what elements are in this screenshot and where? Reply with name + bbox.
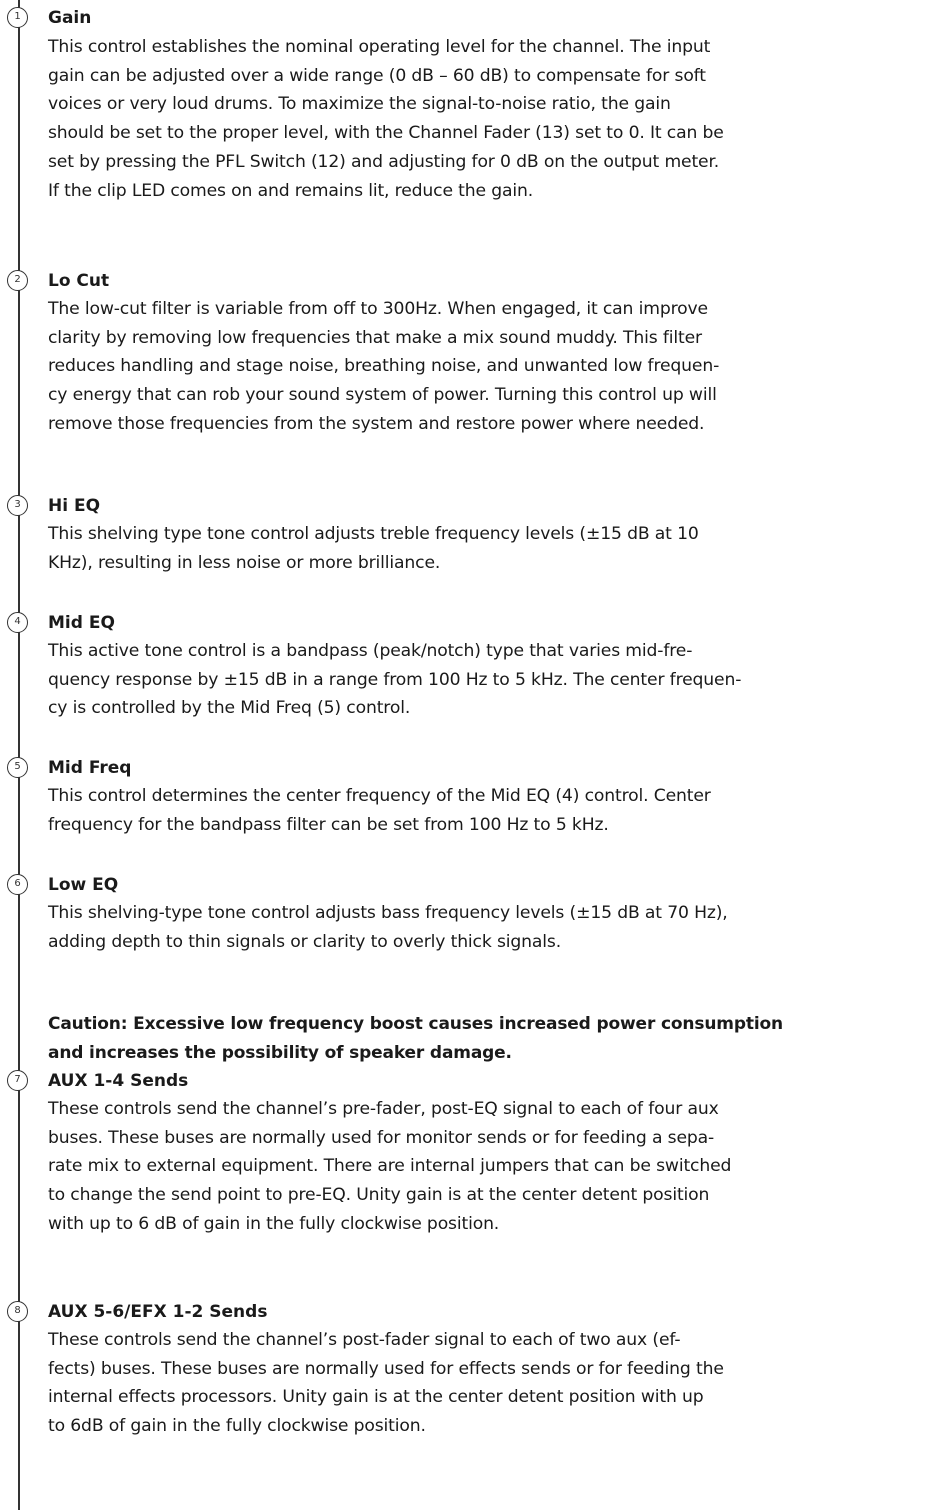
- section-title: Gain: [48, 8, 92, 28]
- section-number-badge: 3: [7, 495, 28, 516]
- body-line: These controls send the channel’s pre-fader, post-EQ signal to each of four aux: [48, 1099, 719, 1119]
- body-line: set by pressing the PFL Switch (12) and adjusting for 0 dB on the output meter.: [48, 151, 720, 172]
- section-body: [48, 520, 940, 577]
- body-line: frequency for the bandpass filter can be set from 100 Hz to 5 kHz.: [48, 814, 609, 835]
- section-body: [48, 899, 940, 956]
- body-line: clarity by removing low frequencies that make a mix sound muddy. This filter: [48, 327, 702, 348]
- section-number-badge: 5: [7, 757, 28, 778]
- body-line: with up to 6 dB of gain in the fully clockwise position.: [48, 1213, 500, 1234]
- caution-line: Caution: Excessive low frequency boost causes increased power consumption: [48, 1014, 783, 1034]
- section-title: Mid Freq: [48, 758, 132, 778]
- body-line: fects) buses. These buses are normally used for effects sends or for feeding the: [48, 1358, 724, 1379]
- body-line: adding depth to thin signals or clarity to overly thick signals.: [48, 931, 562, 952]
- body-line: reduces handling and stage noise, breathing noise, and unwanted low frequen-: [48, 356, 720, 377]
- section-number-badge: 4: [7, 612, 28, 633]
- body-line: voices or very loud drums. To maximize the signal-to-noise ratio, the gain: [48, 94, 671, 115]
- caution-note: [48, 1010, 940, 1067]
- section-number-badge: 8: [7, 1301, 28, 1322]
- section-body: [48, 1095, 940, 1239]
- section-body: [48, 1326, 940, 1441]
- left-rule: [18, 0, 20, 1510]
- body-line: remove those frequencies from the system and restore power where needed.: [48, 413, 705, 434]
- section-number-badge: 1: [7, 7, 28, 28]
- section-title: AUX 1-4 Sends: [48, 1071, 189, 1091]
- body-line: to change the send point to pre-EQ. Unity gain is at the center detent position: [48, 1185, 710, 1206]
- body-line: should be set to the proper level, with the Channel Fader (13) set to 0. It can be: [48, 123, 724, 144]
- body-line: This control establishes the nominal operating level for the channel. The input: [48, 37, 711, 57]
- body-line: This control determines the center frequency of the Mid EQ (4) control. Center: [48, 786, 711, 806]
- section-number-badge: 2: [7, 270, 28, 291]
- section-title: Mid EQ: [48, 613, 115, 633]
- section-title: Lo Cut: [48, 271, 110, 291]
- section-body: [48, 295, 940, 439]
- body-line: cy energy that can rob your sound system of power. Turning this control up will: [48, 385, 717, 406]
- section-title: AUX 5-6/EFX 1-2 Sends: [48, 1302, 268, 1322]
- section-number-badge: 6: [7, 874, 28, 895]
- body-line: to 6dB of gain in the fully clockwise position.: [48, 1416, 426, 1437]
- body-line: If the clip LED comes on and remains lit, reduce the gain.: [48, 180, 534, 201]
- body-line: KHz), resulting in less noise or more brilliance.: [48, 552, 441, 573]
- section-body: [48, 782, 940, 839]
- body-line: The low-cut filter is variable from off to 300Hz. When engaged, it can improve: [48, 299, 708, 319]
- section-body: [48, 637, 940, 723]
- body-line: rate mix to external equipment. There are internal jumpers that can be switched: [48, 1156, 732, 1177]
- section-title: Low EQ: [48, 875, 119, 895]
- section-title: Hi EQ: [48, 496, 101, 516]
- body-line: This shelving type tone control adjusts treble frequency levels (±15 dB at 10: [48, 524, 699, 544]
- body-line: These controls send the channel’s post-fader signal to each of two aux (ef-: [48, 1330, 681, 1350]
- body-line: gain can be adjusted over a wide range (0 dB – 60 dB) to compensate for soft: [48, 65, 706, 86]
- section-number-badge: 7: [7, 1070, 28, 1091]
- body-line: quency response by ±15 dB in a range from 100 Hz to 5 kHz. The center frequen-: [48, 669, 742, 690]
- caution-line: and increases the possibility of speaker damage.: [48, 1042, 512, 1063]
- body-line: buses. These buses are normally used for monitor sends or for feeding a sepa-: [48, 1127, 715, 1148]
- section-body: [48, 33, 940, 205]
- body-line: cy is controlled by the Mid Freq (5) control.: [48, 698, 411, 719]
- body-line: This active tone control is a bandpass (peak/notch) type that varies mid-fre-: [48, 641, 693, 661]
- body-line: This shelving-type tone control adjusts bass frequency levels (±15 dB at 70 Hz),: [48, 903, 728, 923]
- body-line: internal effects processors. Unity gain is at the center detent position with up: [48, 1387, 704, 1408]
